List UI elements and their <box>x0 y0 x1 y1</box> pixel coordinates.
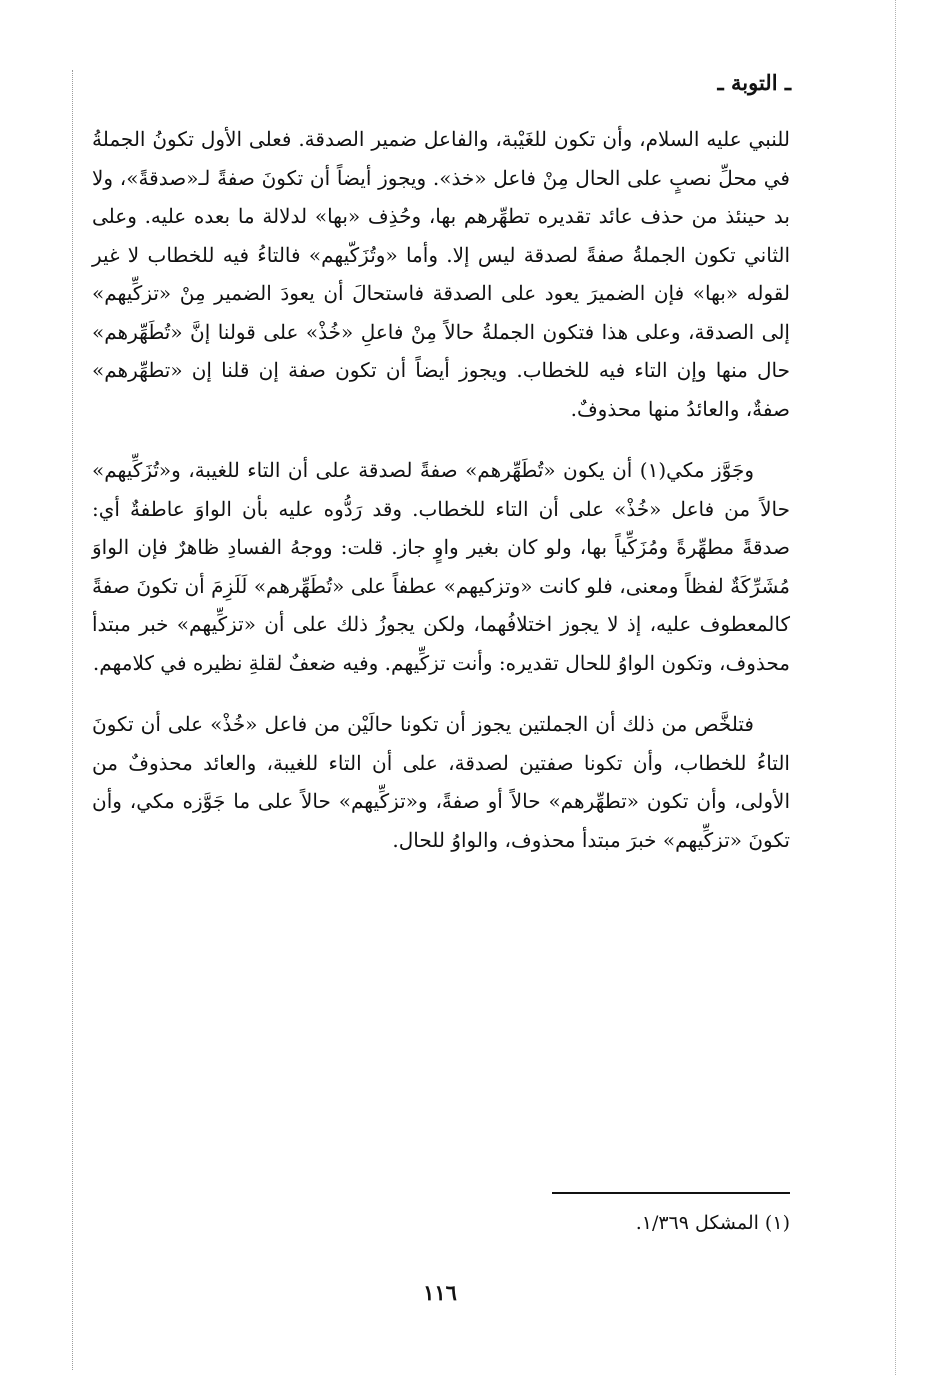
running-head: ـ التوبة ـ <box>717 70 791 95</box>
paragraph-3: فتلخَّص من ذلك أن الجملتين يجوز أن تكونا حالَيْن من فاعل «خُذْ» على أن تكونَ التاءُ للخطاب، وأن تكونا صفتين لصدقة، على أن التاء للغيبة، والعائد محذوفٌ من الأولى، وأن تكون «تطهِّرهم» حالاً أو صفةً، و«تزكِّيهم» حالاً على ما جَوَّزه مكي، وأن تكونَ «تزكِّيهم» خبرَ مبتدأ محذوف، والواوُ للحال. <box>92 712 790 852</box>
footnote: (١) المشكل ١/٣٦٩. <box>635 1212 790 1234</box>
paragraph-1: للنبي عليه السلام، وأن تكون للغَيْبة، والفاعل ضمير الصدقة. فعلى الأول تكونُ الجملةُ في محلِّ نصبٍ على الحال مِنْ فاعل «خذ». ويجوز أيضاً أن تكونَ صفةً لـ«صدقةً»، ولا بد حينئذ من حذف عائد تقديره تطهِّرهم بها، وحُذِف «بها» لدلالة ما بعده عليه. وعلى الثاني تكون الجملةُ صفةً لصدقة ليس إلا. وأما «وتُزَكّيهم» فالتاءُ فيه للخطاب لا غير لقوله «بها» فإن الضميرَ يعود على الصدقة فاستحالَ أن يعودَ الضمير مِنْ «تزكِّيهم» إلى الصدقة، وعلى هذا فتكون الجملةُ حالاً مِنْ فاعلِ «خُذْ» على قولنا إنَّ «تُطَهِّرهم» حال منها وإن التاء فيه للخطاب. ويجوز أيضاً أن تكون صفة إن قلنا إن «تطهِّرهم» صفةٌ، والعائدُ منها محذوفٌ. <box>92 127 790 421</box>
scan-edge-left <box>72 70 73 1370</box>
scan-edge-right <box>895 0 896 1375</box>
body-text <box>92 120 790 882</box>
footnote-divider <box>552 1192 790 1194</box>
paragraph-2: وجَوَّز مكي(١) أن يكون «تُطَهِّرهم» صفةً لصدقة على أن التاء للغيبة، و«تُزَكِّيهم» حالاً من فاعل «خُذْ» على أن التاء للخطاب. وقد رَدُّوه عليه بأن الواوَ عاطفةٌ أي: صدقةً مطهِّرةً ومُزَكِّياً بها، ولو كان بغير واوٍ جاز. قلت: ووجهُ الفسادِ ظاهرٌ فإن الواوَ مُشَرِّكَةٌ لفظاً ومعنى، فلو كانت «وتزكيهم» عطفاً على «تُطَهِّرهم» لَلَزِمَ أن تكونَ صفةً كالمعطوف عليه، إذ لا يجوز اختلافُهما، ولكن يجوزُ ذلك على أن «تزكِّيهم» خبر مبتدأ محذوف، وتكون الواوُ للحال تقديره: وأنت تزكِّيهم. وفيه ضعفٌ لقلةِ نظيره في كلامهم. <box>92 458 790 675</box>
page-number: ١١٦ <box>423 1280 457 1305</box>
